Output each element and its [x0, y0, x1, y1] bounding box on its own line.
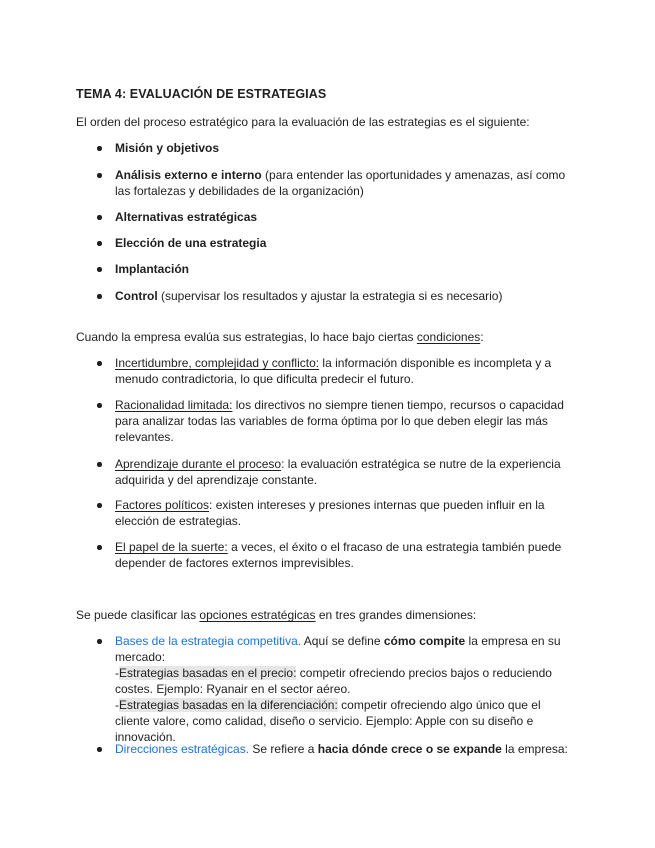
dimensions-list [76, 633, 576, 745]
directions-text: Se refiere a [249, 742, 318, 756]
process-step [76, 235, 576, 251]
bases-bold: cómo compite [383, 634, 466, 648]
process-steps [76, 235, 576, 251]
step-detail: (supervisar los resultados y ajustar la estrategia si es necesario) [157, 289, 503, 303]
bases-text-tail: la empresa en su mercado: [115, 634, 561, 664]
condition-detail: a veces, el éxito o el fracaso de una estrategia también puede depender de factores externos imprevisibles. [115, 540, 562, 570]
step-title: Análisis externo e interno [115, 168, 262, 182]
bases-text: Aquí se define [301, 634, 384, 648]
options-intro-tail: en tres grandes dimensiones: [315, 608, 477, 622]
step-detail: (para entender las oportunidades y amenazas, así como las fortalezas y debilidades de la organización) [115, 168, 566, 198]
conditions-intro-colon: : [480, 330, 484, 344]
step-title: Control [115, 289, 158, 303]
condition-term: Racionalidad limitada: [115, 398, 233, 412]
conditions-list [76, 456, 576, 488]
condition-term: Incertidumbre, complejidad y conflicto: [115, 356, 320, 370]
conditions-list [76, 397, 576, 445]
conditions-intro [76, 329, 484, 345]
process-steps [76, 261, 576, 277]
price-strategies-text: competir ofreciendo precios bajos o reduciendo costes. Ejemplo: Ryanair en el sector aéreo. [115, 666, 552, 696]
dimension-bases [76, 633, 576, 745]
condition-term: Factores políticos [115, 498, 210, 512]
condition-item [76, 456, 576, 488]
process-step [76, 288, 576, 304]
differentiation-strategies-highlight: Estrategias basadas en la diferenciación: [119, 698, 338, 712]
process-steps [76, 209, 576, 225]
process-step [76, 140, 576, 156]
conditions-link: condiciones [416, 330, 481, 344]
intro-paragraph: El orden del proceso estratégico para la evaluación de las estrategias es el siguiente: [76, 115, 530, 129]
condition-item [76, 539, 576, 571]
process-steps [76, 167, 576, 199]
conditions-list [76, 539, 576, 571]
condition-detail: la información disponible es incompleta y a menudo contradictoria, lo que dificulta predecir el futuro. [115, 356, 552, 386]
differentiation-strategies-text: competir ofreciendo algo único que el cliente valore, como calidad, diseño o servicio. Ejemplo: Apple con su diseño e innovación. [115, 698, 541, 744]
dimension-directions [76, 741, 576, 757]
directions-link[interactable]: Direcciones estratégicas. [115, 742, 250, 756]
step-title: Elección de una estrategia [115, 236, 267, 250]
process-steps [76, 288, 576, 304]
directions-bold: hacia dónde crece o se expande [317, 742, 502, 756]
condition-item [76, 497, 576, 529]
process-step [76, 209, 576, 225]
dimensions-list [76, 741, 576, 757]
step-title: Alternativas estratégicas [115, 210, 258, 224]
conditions-intro-text: Cuando la empresa evalúa sus estrategias, lo hace bajo ciertas [76, 330, 417, 344]
step-title: Misión y objetivos [115, 141, 220, 155]
condition-detail: : la evaluación estratégica se nutre de la experiencia adquirida y del aprendizaje constante. [115, 457, 561, 487]
process-steps [76, 140, 576, 156]
options-intro-text: Se puede clasificar las [76, 608, 200, 622]
condition-detail: los directivos no siempre tienen tiempo, recursos o capacidad para analizar todas las variables de forma óptima por lo que deben elegir las más relevantes. [115, 398, 564, 444]
options-intro [76, 607, 476, 623]
condition-term: El papel de la suerte: [115, 540, 228, 554]
price-strategies-highlight: Estrategias basadas en el precio: [119, 666, 297, 680]
condition-item [76, 355, 576, 387]
condition-detail: : existen intereses y presiones internas que pueden influir en la elección de estrategias. [115, 498, 545, 528]
options-link: opciones estratégicas [199, 608, 316, 622]
directions-text-tail: la empresa: [501, 742, 568, 756]
conditions-list [76, 497, 576, 529]
process-step [76, 167, 576, 199]
bases-line1-dash: - [115, 666, 119, 680]
bases-line2-dash: - [115, 698, 119, 712]
step-title: Implantación [115, 262, 190, 276]
condition-term: Aprendizaje durante el proceso [115, 457, 282, 471]
condition-item [76, 397, 576, 445]
page-title: TEMA 4: EVALUACIÓN DE ESTRATEGIAS [76, 87, 327, 101]
conditions-list [76, 355, 576, 387]
process-step [76, 261, 576, 277]
bases-link[interactable]: Bases de la estrategia competitiva. [115, 634, 302, 648]
